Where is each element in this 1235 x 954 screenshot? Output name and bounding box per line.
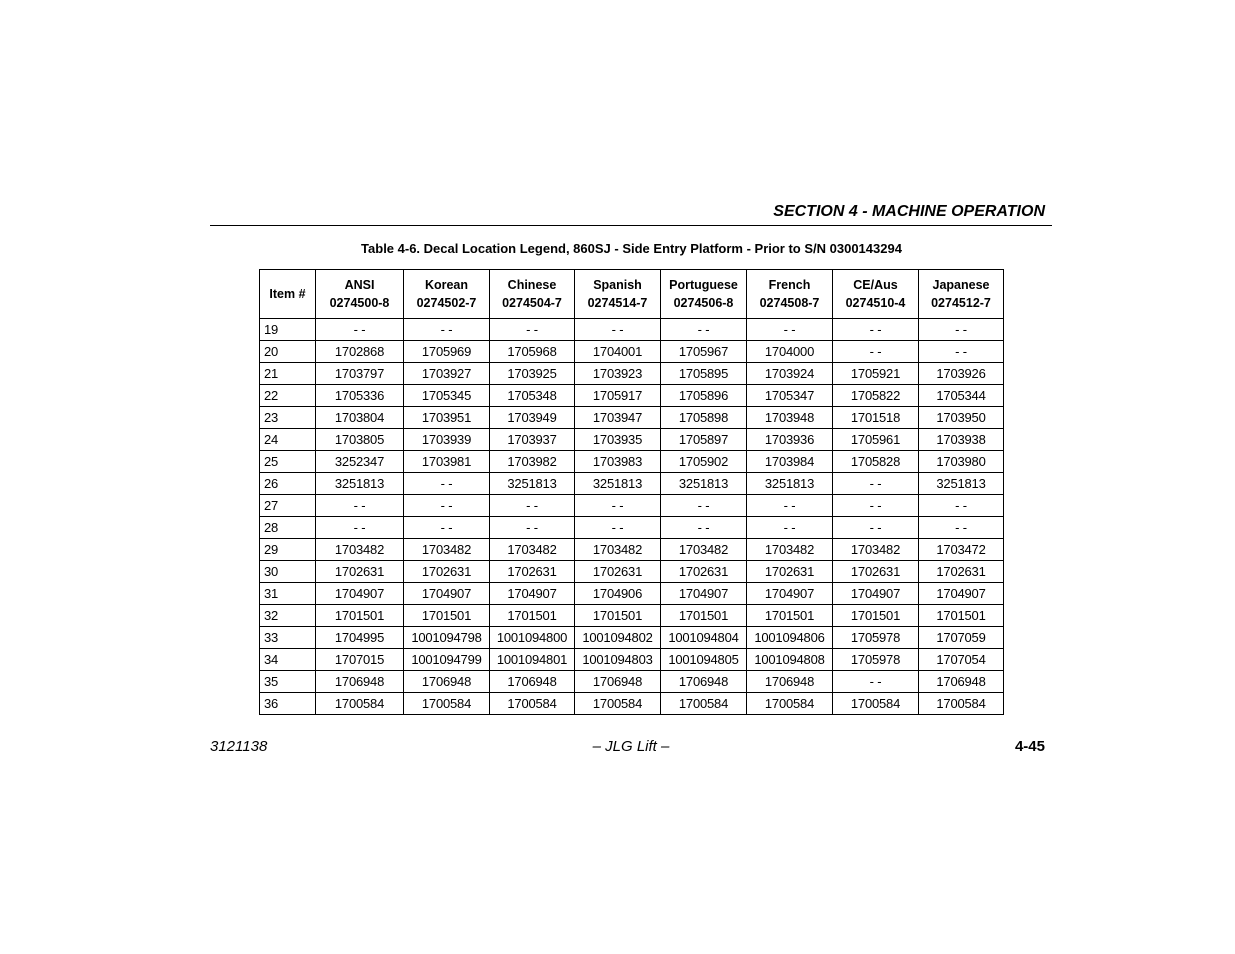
decal-part-cell: 1703482 [404,539,490,561]
decal-part-cell: - - [747,319,833,341]
decal-part-cell: 1705917 [575,385,661,407]
item-number-cell: 24 [260,429,316,451]
column-label: Portuguese [669,278,738,292]
decal-part-cell: 1707015 [316,649,404,671]
decal-part-cell: 1705961 [833,429,919,451]
item-number-cell: 26 [260,473,316,495]
decal-part-cell: 1001094803 [575,649,661,671]
item-number-cell: 35 [260,671,316,693]
table-row [260,583,1004,605]
item-number-cell: 31 [260,583,316,605]
column-header [919,270,1004,319]
table-caption: Table 4-6. Decal Location Legend, 860SJ - Side Entry Platform - Prior to S/N 0300143294 [361,241,902,256]
decal-part-cell: - - [404,473,490,495]
decal-part-cell: - - [919,495,1004,517]
decal-part-cell: 1001094799 [404,649,490,671]
item-number-cell: 22 [260,385,316,407]
decal-part-cell: 1001094801 [490,649,575,671]
decal-part-cell: 1705348 [490,385,575,407]
decal-part-cell: 1701501 [404,605,490,627]
decal-part-cell: 1703482 [490,539,575,561]
decal-part-cell: 1705828 [833,451,919,473]
decal-part-cell: - - [575,495,661,517]
decal-part-cell: 1704000 [747,341,833,363]
item-number-cell: 28 [260,517,316,539]
decal-part-cell: 3251813 [747,473,833,495]
decal-part-cell: - - [316,495,404,517]
item-number-cell: 27 [260,495,316,517]
decal-part-cell: - - [490,495,575,517]
column-header [404,270,490,319]
decal-part-cell: 1700584 [490,693,575,715]
column-header [575,270,661,319]
decal-part-cell: 1705345 [404,385,490,407]
decal-part-cell: 1701518 [833,407,919,429]
decal-part-cell: 1703482 [316,539,404,561]
decal-part-cell: 3251813 [316,473,404,495]
column-code: 0274506-8 [673,296,734,310]
decal-part-cell: 1703947 [575,407,661,429]
decal-part-cell: 1702631 [404,561,490,583]
item-number-cell: 20 [260,341,316,363]
decal-part-cell: 1703939 [404,429,490,451]
decal-part-cell: 1702631 [747,561,833,583]
decal-part-cell: 1700584 [747,693,833,715]
decal-part-cell: - - [747,517,833,539]
decal-part-cell: 1700584 [404,693,490,715]
section-header [210,201,1052,226]
table-body [260,319,1004,715]
decal-part-cell: 1704907 [833,583,919,605]
decal-legend-table [259,269,1004,715]
table-row [260,649,1004,671]
decal-part-cell: 1702631 [661,561,747,583]
table-header-row [260,270,1004,319]
column-header [490,270,575,319]
section-title: SECTION 4 - MACHINE OPERATION [773,203,1045,220]
decal-part-cell: 1703482 [747,539,833,561]
decal-part-cell: 1705895 [661,363,747,385]
decal-part-cell: 1705896 [661,385,747,407]
decal-part-cell: 1705902 [661,451,747,473]
item-number-cell: 21 [260,363,316,385]
decal-part-cell: 1704907 [490,583,575,605]
column-label: Korean [424,278,469,292]
decal-part-cell: - - [661,319,747,341]
column-header-item [260,270,316,319]
decal-part-cell: 1001094806 [747,627,833,649]
decal-part-cell: 1707054 [919,649,1004,671]
decal-part-cell: 1703936 [747,429,833,451]
decal-part-cell: 1701501 [661,605,747,627]
page-footer [210,738,1052,758]
decal-part-cell: 1705921 [833,363,919,385]
decal-part-cell: - - [316,319,404,341]
decal-part-cell: 1702868 [316,341,404,363]
decal-part-cell: 1706948 [661,671,747,693]
page-number: 4-45 [1014,738,1045,755]
decal-part-cell: 1001094802 [575,627,661,649]
decal-part-cell: 1001094804 [661,627,747,649]
decal-part-cell: - - [490,319,575,341]
column-header [833,270,919,319]
decal-part-cell: 1706948 [404,671,490,693]
decal-part-cell: 1702631 [490,561,575,583]
decal-part-cell: 1703980 [919,451,1004,473]
item-number-cell: 32 [260,605,316,627]
decal-part-cell: 1703926 [919,363,1004,385]
item-number-cell: 23 [260,407,316,429]
decal-part-cell: 1706948 [919,671,1004,693]
decal-part-cell: 1001094805 [661,649,747,671]
table-row [260,671,1004,693]
column-header [661,270,747,319]
decal-part-cell: 1703984 [747,451,833,473]
decal-part-cell: 1705969 [404,341,490,363]
decal-part-cell: 1700584 [919,693,1004,715]
column-header [747,270,833,319]
decal-part-cell: 1703924 [747,363,833,385]
decal-part-cell: 1704001 [575,341,661,363]
decal-part-cell: 1705344 [919,385,1004,407]
decal-part-cell: 1704907 [747,583,833,605]
decal-part-cell: 3252347 [316,451,404,473]
decal-part-cell: 1705822 [833,385,919,407]
column-code: 0274508-7 [759,296,820,310]
decal-part-cell: - - [661,517,747,539]
decal-part-cell: - - [747,495,833,517]
decal-part-cell: 1705967 [661,341,747,363]
decal-part-cell: 1704995 [316,627,404,649]
decal-part-cell: 1704906 [575,583,661,605]
table-row [260,517,1004,539]
column-label: French [768,278,811,292]
decal-part-cell: 1703797 [316,363,404,385]
decal-part-cell: 1703925 [490,363,575,385]
column-label: Item # [269,287,306,301]
column-header [316,270,404,319]
decal-part-cell: 1706948 [316,671,404,693]
decal-part-cell: 1703983 [575,451,661,473]
decal-part-cell: 1700584 [833,693,919,715]
item-number-cell: 33 [260,627,316,649]
table-row [260,451,1004,473]
column-label: Spanish [593,278,642,292]
column-code: 0274500-8 [329,296,390,310]
column-label: Chinese [507,278,557,292]
decal-part-cell: 1703937 [490,429,575,451]
decal-part-cell: - - [316,517,404,539]
decal-part-cell: 1702631 [919,561,1004,583]
decal-part-cell: - - [833,517,919,539]
decal-part-cell: 1703482 [661,539,747,561]
decal-part-cell: - - [575,319,661,341]
decal-part-cell: 1703923 [575,363,661,385]
decal-part-cell: 1704907 [919,583,1004,605]
decal-part-cell: 1705347 [747,385,833,407]
decal-part-cell: - - [490,517,575,539]
decal-part-cell: 1701501 [833,605,919,627]
decal-part-cell: 3251813 [575,473,661,495]
decal-part-cell: 1700584 [575,693,661,715]
decal-part-cell: - - [661,495,747,517]
decal-part-cell: 1705978 [833,627,919,649]
decal-part-cell: 3251813 [919,473,1004,495]
table-row [260,627,1004,649]
decal-part-cell: 1001094808 [747,649,833,671]
item-number-cell: 19 [260,319,316,341]
item-number-cell: 34 [260,649,316,671]
decal-part-cell: 1001094800 [490,627,575,649]
table-row [260,319,1004,341]
decal-part-cell: - - [833,319,919,341]
table-row [260,385,1004,407]
brand-label: – JLG Lift – [592,738,670,755]
decal-part-cell: 1703981 [404,451,490,473]
decal-part-cell: 1705978 [833,649,919,671]
decal-part-cell: - - [919,319,1004,341]
decal-part-cell: 3251813 [661,473,747,495]
column-label: CE/Aus [853,278,898,292]
decal-part-cell: 1703938 [919,429,1004,451]
column-code: 0274512-7 [931,296,991,310]
table-row [260,605,1004,627]
table-row [260,539,1004,561]
decal-part-cell: 1705898 [661,407,747,429]
column-code: 0274510-4 [845,296,906,310]
column-label: Japanese [932,278,990,292]
item-number-cell: 25 [260,451,316,473]
decal-part-cell: 1704907 [404,583,490,605]
decal-part-cell: - - [404,495,490,517]
decal-part-cell: - - [833,495,919,517]
table-row [260,473,1004,495]
column-code: 0274504-7 [502,296,562,310]
table-row [260,693,1004,715]
decal-part-cell: - - [833,341,919,363]
decal-part-cell: 1705968 [490,341,575,363]
column-label: ANSI [344,278,375,292]
decal-part-cell: 1701501 [490,605,575,627]
decal-part-cell: - - [833,671,919,693]
decal-part-cell: 1703805 [316,429,404,451]
column-code: 0274502-7 [416,296,477,310]
decal-part-cell: - - [833,473,919,495]
decal-part-cell: 1705897 [661,429,747,451]
decal-part-cell: 1703482 [575,539,661,561]
decal-part-cell: 1704907 [661,583,747,605]
decal-part-cell: 1703482 [833,539,919,561]
decal-part-cell: 1701501 [747,605,833,627]
decal-part-cell: 1700584 [316,693,404,715]
decal-part-cell: 1703935 [575,429,661,451]
decal-part-cell: 1703949 [490,407,575,429]
table-row [260,341,1004,363]
decal-part-cell: - - [919,341,1004,363]
table-row [260,429,1004,451]
decal-part-cell: 1701501 [919,605,1004,627]
item-number-cell: 29 [260,539,316,561]
decal-part-cell: 1706948 [575,671,661,693]
decal-part-cell: 1701501 [316,605,404,627]
decal-part-cell: 1706948 [490,671,575,693]
decal-part-cell: 1700584 [661,693,747,715]
decal-part-cell: 1702631 [833,561,919,583]
decal-part-cell: 1703927 [404,363,490,385]
item-number-cell: 30 [260,561,316,583]
decal-part-cell: - - [404,517,490,539]
decal-part-cell: 1703950 [919,407,1004,429]
decal-part-cell: 1703951 [404,407,490,429]
decal-part-cell: 1703948 [747,407,833,429]
decal-part-cell: 1704907 [316,583,404,605]
decal-part-cell: 1707059 [919,627,1004,649]
decal-part-cell: 3251813 [490,473,575,495]
column-code: 0274514-7 [587,296,648,310]
decal-part-cell: 1703982 [490,451,575,473]
document-number: 3121138 [210,738,268,755]
decal-part-cell: - - [575,517,661,539]
table-row [260,495,1004,517]
decal-part-cell: 1001094798 [404,627,490,649]
decal-part-cell: 1703472 [919,539,1004,561]
decal-part-cell: - - [919,517,1004,539]
decal-part-cell: 1702631 [575,561,661,583]
decal-part-cell: 1705336 [316,385,404,407]
decal-part-cell: 1703804 [316,407,404,429]
decal-part-cell: 1702631 [316,561,404,583]
item-number-cell: 36 [260,693,316,715]
decal-part-cell: 1706948 [747,671,833,693]
decal-part-cell: - - [404,319,490,341]
table-row [260,561,1004,583]
decal-part-cell: 1701501 [575,605,661,627]
table-row [260,407,1004,429]
table-row [260,363,1004,385]
